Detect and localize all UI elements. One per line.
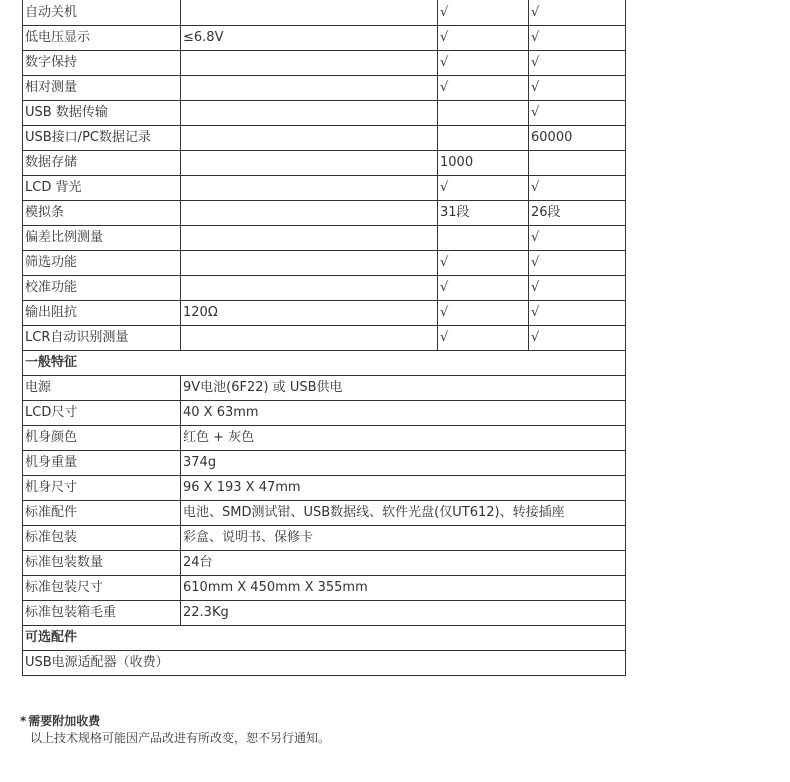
model-a-cell: √ <box>438 251 529 276</box>
model-a-cell: √ <box>438 0 529 26</box>
table-row <box>23 426 626 451</box>
table-row <box>23 176 626 201</box>
row-label: 筛选功能 <box>23 251 181 276</box>
row-label: 相对测量 <box>23 76 181 101</box>
note-line-1 <box>20 713 330 730</box>
section-title-optional: 可选配件 <box>23 626 626 651</box>
model-a-cell: √ <box>438 276 529 301</box>
section-header-row <box>23 626 626 651</box>
row-label: 标准包装 <box>23 526 181 551</box>
row-value: 电池、SMD测试钳、USB数据线、软件光盘(仅UT612)、转接插座 <box>181 501 626 526</box>
note-disclaimer: 以上技术规格可能因产品改进有所改变，恕不另行通知。 <box>30 731 331 745</box>
table-row <box>23 551 626 576</box>
row-spec <box>181 226 438 251</box>
row-label: 机身重量 <box>23 451 181 476</box>
table-row <box>23 0 626 26</box>
model-b-cell: √ <box>529 26 626 51</box>
row-value: 374g <box>181 451 626 476</box>
model-a-cell: 31段 <box>438 201 529 226</box>
row-value: 彩盒、说明书、保修卡 <box>181 526 626 551</box>
model-b-cell: √ <box>529 101 626 126</box>
table-row <box>23 151 626 176</box>
section-title-general: 一般特征 <box>23 351 626 376</box>
row-value: 610mm X 450mm X 355mm <box>181 576 626 601</box>
row-spec <box>181 251 438 276</box>
row-spec <box>181 201 438 226</box>
row-spec <box>181 176 438 201</box>
model-b-cell: √ <box>529 301 626 326</box>
row-label: LCD 背光 <box>23 176 181 201</box>
table-row <box>23 76 626 101</box>
row-label: 输出阻抗 <box>23 301 181 326</box>
row-label: 电源 <box>23 376 181 401</box>
spec-table-body <box>23 0 626 676</box>
model-b-cell: √ <box>529 51 626 76</box>
model-b-cell: √ <box>529 326 626 351</box>
table-row <box>23 251 626 276</box>
row-value: 红色 + 灰色 <box>181 426 626 451</box>
row-label: 标准包装数量 <box>23 551 181 576</box>
row-label: USB接口/PC数据记录 <box>23 126 181 151</box>
model-b-cell: √ <box>529 251 626 276</box>
row-label: 校准功能 <box>23 276 181 301</box>
table-row <box>23 51 626 76</box>
table-row <box>23 601 626 626</box>
model-a-cell <box>438 101 529 126</box>
model-a-cell: 1000 <box>438 151 529 176</box>
model-b-cell: √ <box>529 76 626 101</box>
row-spec <box>181 126 438 151</box>
note-surcharge: 需要附加收费 <box>28 714 101 728</box>
model-a-cell: √ <box>438 176 529 201</box>
row-spec <box>181 276 438 301</box>
row-label: 标准包装尺寸 <box>23 576 181 601</box>
table-row <box>23 501 626 526</box>
row-label: 模拟条 <box>23 201 181 226</box>
table-row <box>23 401 626 426</box>
section-header-row <box>23 351 626 376</box>
table-row <box>23 576 626 601</box>
row-spec <box>181 51 438 76</box>
table-row <box>23 201 626 226</box>
table-row <box>23 451 626 476</box>
row-spec: ≤6.8V <box>181 26 438 51</box>
model-a-cell: √ <box>438 326 529 351</box>
row-spec <box>181 76 438 101</box>
row-spec <box>181 101 438 126</box>
row-spec <box>181 0 438 26</box>
table-row <box>23 526 626 551</box>
row-label: 偏差比例测量 <box>23 226 181 251</box>
row-value: 22.3Kg <box>181 601 626 626</box>
row-label: 标准配件 <box>23 501 181 526</box>
row-value: 40 X 63mm <box>181 401 626 426</box>
model-a-cell: √ <box>438 76 529 101</box>
model-a-cell: √ <box>438 26 529 51</box>
row-spec <box>181 326 438 351</box>
spec-table <box>22 0 626 676</box>
model-a-cell <box>438 226 529 251</box>
model-b-cell: 60000 <box>529 126 626 151</box>
row-label: 低电压显示 <box>23 26 181 51</box>
model-b-cell: √ <box>529 0 626 26</box>
row-label: USB 数据传输 <box>23 101 181 126</box>
notes <box>20 713 330 747</box>
table-row <box>23 226 626 251</box>
row-spec <box>181 151 438 176</box>
row-spec: 120Ω <box>181 301 438 326</box>
optional-accessory-item: USB电源适配器（收费） <box>23 651 626 676</box>
model-b-cell: 26段 <box>529 201 626 226</box>
model-b-cell: √ <box>529 176 626 201</box>
row-label: 机身尺寸 <box>23 476 181 501</box>
row-label: 机身颜色 <box>23 426 181 451</box>
row-label: 自动关机 <box>23 0 181 26</box>
model-a-cell <box>438 126 529 151</box>
model-b-cell <box>529 151 626 176</box>
table-row <box>23 301 626 326</box>
row-label: 数据存储 <box>23 151 181 176</box>
asterisk-marker: * <box>20 714 27 728</box>
table-row <box>23 326 626 351</box>
row-label: 标准包装箱毛重 <box>23 601 181 626</box>
row-value: 96 X 193 X 47mm <box>181 476 626 501</box>
row-value: 9V电池(6F22) 或 USB供电 <box>181 376 626 401</box>
table-row <box>23 276 626 301</box>
table-row <box>23 651 626 676</box>
table-row <box>23 101 626 126</box>
row-value: 24台 <box>181 551 626 576</box>
model-b-cell: √ <box>529 276 626 301</box>
model-b-cell: √ <box>529 226 626 251</box>
model-a-cell: √ <box>438 51 529 76</box>
row-label: LCD尺寸 <box>23 401 181 426</box>
table-row <box>23 126 626 151</box>
model-a-cell: √ <box>438 301 529 326</box>
row-label: LCR自动识别测量 <box>23 326 181 351</box>
row-label: 数字保持 <box>23 51 181 76</box>
table-row <box>23 476 626 501</box>
table-row <box>23 26 626 51</box>
table-row <box>23 376 626 401</box>
